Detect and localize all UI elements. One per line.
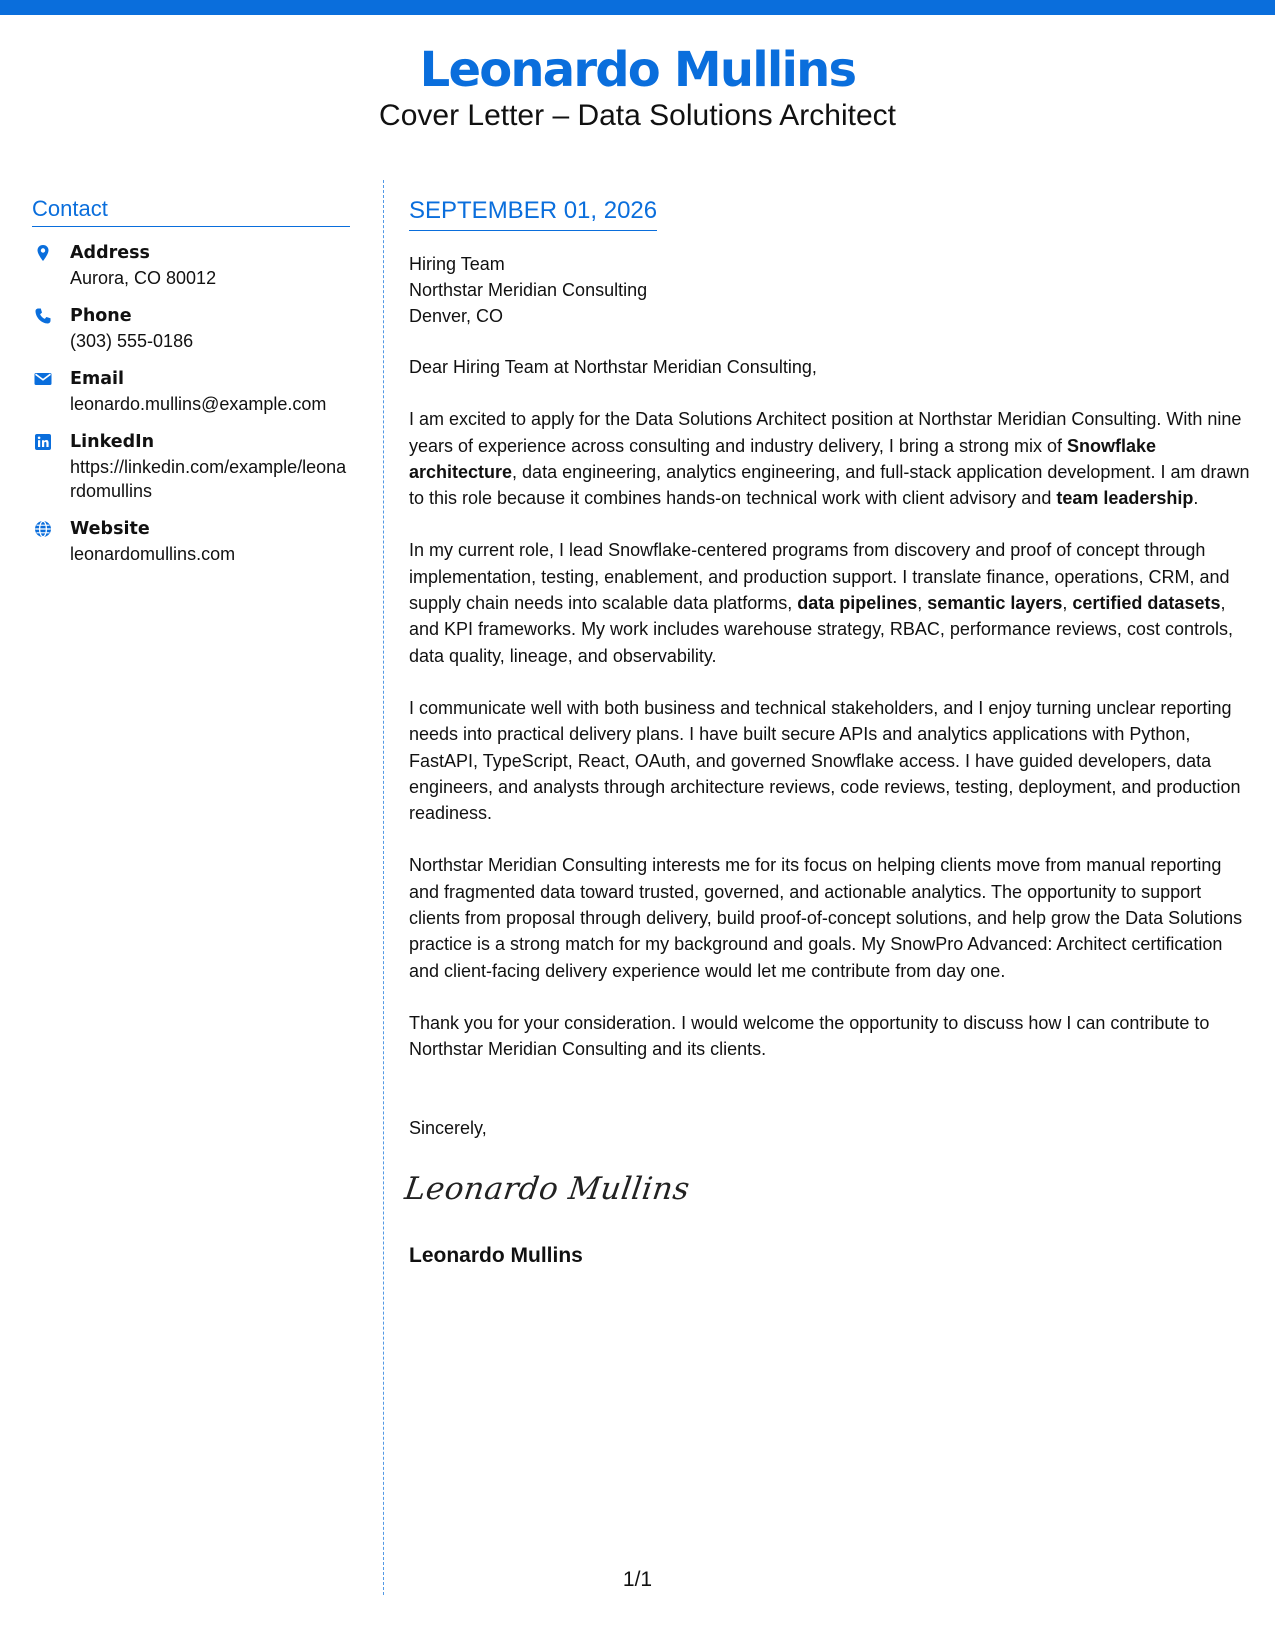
contact-label: Address — [70, 243, 150, 263]
letter-date: SEPTEMBER 01, 2026 — [409, 196, 657, 231]
text-run: , — [1062, 593, 1073, 614]
salutation: Dear Hiring Team at Northstar Meridian Consulting, — [409, 357, 817, 377]
handwritten-signature — [402, 1161, 693, 1217]
column-divider — [383, 180, 384, 1595]
text-run: , and KPI frameworks. My work includes warehouse strategy, RBAC, performance reviews, cost controls, data quality, lineage, and observability. — [409, 593, 1233, 666]
contact-label: Website — [70, 519, 150, 539]
text-run: Thank you for your consideration. I would welcome the opportunity to discuss how I can contribute to Northstar Meridian Consulting and its clients. — [409, 1012, 1210, 1060]
recipient-line: Northstar Meridian Consulting — [409, 280, 648, 300]
bold-text-run: team leadership — [1056, 488, 1194, 509]
location-pin-icon — [34, 244, 52, 262]
contact-item-website — [32, 517, 350, 566]
letter-paragraph — [409, 537, 1254, 668]
recipient-line: Denver, CO — [409, 306, 504, 326]
phone-value[interactable]: (303) 555-0186 — [70, 331, 194, 351]
contact-label: Email — [70, 369, 124, 389]
bold-text-run: semantic layers — [927, 593, 1063, 614]
page-number: 1/1 — [622, 1568, 653, 1591]
applicant-name: Leonardo Mullins — [419, 42, 856, 98]
text-run: I am excited to apply for the Data Solutions Architect position at Northstar Meridian Consulting. With nine years of experience across consulting and industry delivery, I bring a strong mix of — [409, 409, 1242, 456]
text-run: In my current role, I lead Snowflake-centered programs from discovery and proof of concept through implementation, testing, enablement, and production support. I translate finance, operations, CRM, and supply chain needs into scalable data platforms, — [409, 540, 1230, 614]
website-value[interactable]: leonardomullins.com — [70, 544, 236, 564]
text-run: , — [917, 593, 928, 614]
address-value: Aurora, CO 80012 — [70, 268, 217, 288]
email-value[interactable]: leonardo.mullins@example.com — [70, 394, 327, 414]
letter-paragraph — [409, 695, 1254, 826]
signature-text: Leonardo Mullins — [402, 1170, 693, 1207]
contact-heading: Contact — [32, 195, 350, 227]
contact-sidebar — [32, 195, 350, 580]
recipient-line: Hiring Team — [409, 254, 505, 274]
contact-item-linkedin — [32, 430, 350, 503]
text-run: , data engineering, analytics engineering, and full-stack application development. I am drawn to this role because it combines hands-on technical work with client advisory and — [409, 461, 1250, 509]
letter-header — [0, 38, 1275, 136]
text-run: Northstar Meridian Consulting interests me for its focus on helping clients move from manual reporting and fragmented data toward trusted, governed, and actionable analytics. The opportunity to support clients from proposal through delivery, build proof-of-concept solutions, and help grow the Data Solutions practice is a strong match for my background and goals. My SnowPro Advanced: Architect certification and client-facing delivery experience would let me contribute from day one. — [409, 855, 1243, 981]
bold-text-run: Snowflake architecture — [409, 435, 1157, 482]
text-run: I communicate well with both business and technical stakeholders, and I enjoy turning unclear reporting needs into practical delivery plans. I have built secure APIs and analytics applications with Python, FastAPI, TypeScript, React, OAuth, and governed Snowflake access. I have guided developers, data engineers, and analysts through architecture reviews, code reviews, testing, deployment, and production readiness. — [409, 697, 1241, 824]
closing: Sincerely, — [409, 1117, 487, 1138]
letter-paragraphs — [409, 406, 1254, 1062]
signature-name: Leonardo Mullins — [409, 1244, 583, 1268]
letter-paragraph — [409, 852, 1254, 983]
phone-icon — [34, 307, 52, 325]
text-run: . — [1193, 488, 1199, 509]
contact-list — [32, 241, 350, 566]
contact-label: LinkedIn — [70, 432, 155, 452]
contact-item-address — [32, 241, 350, 290]
letter-body — [402, 196, 1254, 1270]
linkedin-icon — [34, 433, 52, 451]
globe-icon — [34, 520, 52, 538]
contact-item-email — [32, 367, 350, 416]
recipient-block — [409, 251, 1254, 329]
contact-label: Phone — [70, 306, 132, 326]
document-subtitle: Cover Letter – Data Solutions Architect — [379, 99, 896, 132]
bold-text-run: data pipelines — [797, 593, 918, 614]
letter-paragraph — [409, 1010, 1254, 1063]
email-icon — [34, 370, 52, 388]
top-accent-bar — [0, 0, 1275, 15]
linkedin-value[interactable]: https://linkedin.com/example/leonardomullins — [70, 457, 347, 501]
letter-paragraph — [409, 406, 1254, 511]
contact-item-phone — [32, 304, 350, 353]
bold-text-run: certified datasets — [1072, 593, 1221, 614]
